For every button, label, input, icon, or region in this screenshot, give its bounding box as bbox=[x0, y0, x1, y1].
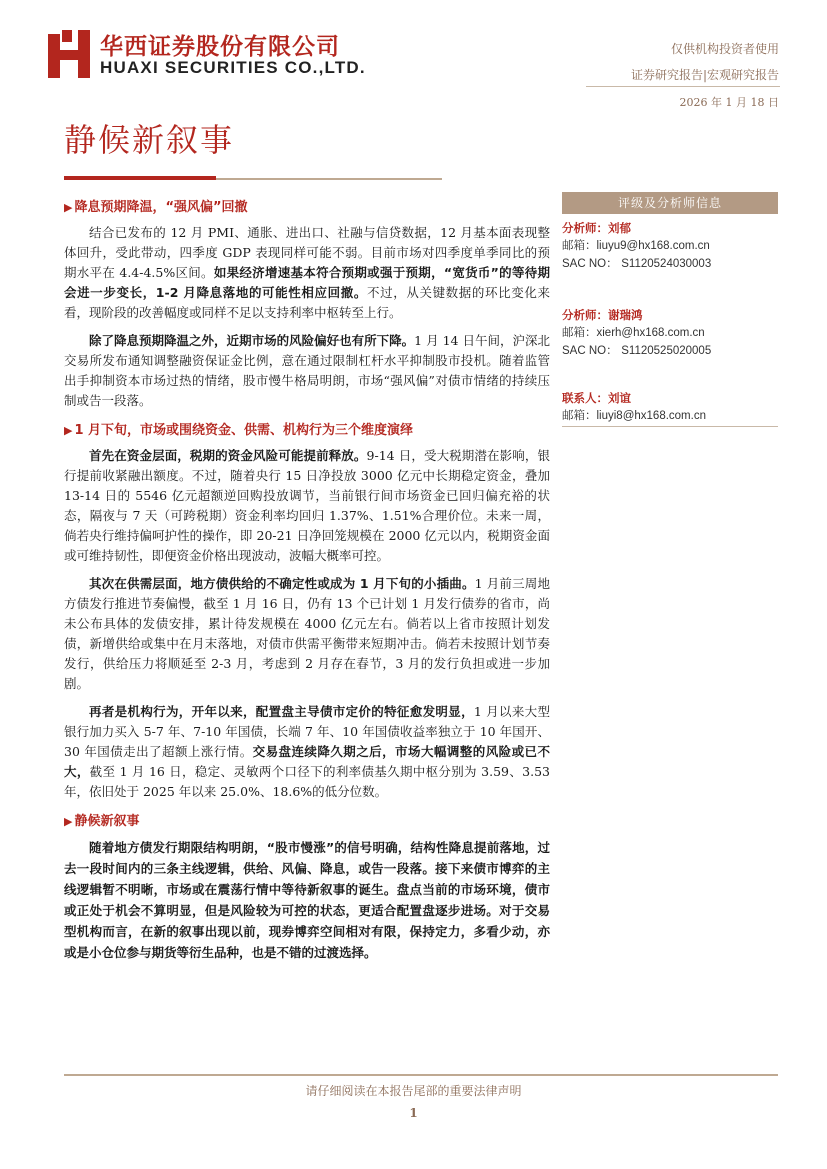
section-heading: ▶ 降息预期降温，“强风偏”回撤 bbox=[64, 200, 248, 215]
analyst-name: 分析师：谢瑞鸿 bbox=[562, 308, 643, 322]
sidebar-heading: 评级及分析师信息 bbox=[562, 192, 778, 214]
page-number: 1 bbox=[409, 1106, 418, 1120]
analyst-card bbox=[562, 220, 778, 273]
company-name-en: HUAXI SECURITIES CO.,LTD. bbox=[100, 58, 366, 77]
analyst-sac: S1120524030003 bbox=[621, 258, 712, 270]
report-date: 2026 年 1 月 18 日 bbox=[679, 96, 779, 109]
sac-label: SAC NO： bbox=[562, 258, 618, 270]
report-type: 证券研究报告|宏观研究报告 bbox=[630, 68, 779, 82]
analyst-sidebar bbox=[562, 192, 778, 425]
email-label: 邮箱： bbox=[562, 238, 597, 252]
paragraph: 首先在资金层面，税期的资金风险可能提前释放。9-14 日，受大税期潜在影响，银行提前收紧融出额度。不过，随着央行 15 日净投放 3000 亿元中长期稳定资金，叠加 13-14 日的 5546 亿元超额逆回购投放调节，当前银行间市场资金已回归偏充裕的状态，隔夜与 7 天（可跨税期）资金利率均回归 1.37%、1.51%合理价位。未来一周，倘若央行维持偏呵护性的操作，即 20-21 日净回笼规模在 2000 亿元以内，税期资金面或可维持韧性，即便资金价格出现波动，波幅大概率可控。 bbox=[64, 448, 550, 563]
email-label: 邮箱： bbox=[562, 325, 597, 339]
analyst-name: 分析师：刘郁 bbox=[562, 221, 631, 235]
section-heading: ▶ 1 月下旬，市场或围绕资金、供需、机构行为三个维度演绎 bbox=[64, 423, 414, 438]
section-heading: ▶ 静候新叙事 bbox=[64, 814, 140, 829]
analyst-email[interactable]: liuyu9@hx168.com.cn bbox=[596, 240, 710, 252]
title-rule-gray bbox=[216, 178, 442, 180]
triangle-bullet-icon: ▶ bbox=[64, 815, 73, 828]
contact-card bbox=[562, 390, 778, 425]
contact-email[interactable]: liuyi8@hx168.com.cn bbox=[596, 410, 706, 422]
company-logo-mark bbox=[48, 30, 90, 78]
title-rule-red bbox=[64, 176, 216, 180]
main-content bbox=[64, 190, 550, 971]
analyst-card bbox=[562, 307, 778, 360]
analyst-email[interactable]: xierh@hx168.com.cn bbox=[596, 327, 705, 339]
contact-name: 联系人：刘谊 bbox=[562, 391, 631, 405]
footer-divider bbox=[64, 1074, 778, 1076]
usage-note: 仅供机构投资者使用 bbox=[670, 42, 779, 56]
paragraph: 随着地方债发行期限结构明朗，“股市慢涨”的信号明确，结构性降息提前落地，过去一段时间内的三条主线逻辑，供给、风偏、降息，或告一段落。接下来债市博弈的主线逻辑暂不明晰，市场或在震荡行情中等待新叙事的诞生。盘点当前的市场环境，债市或正处于机会不算明显，但是风险较为可控的状态，更适合配置盘逐步进场。对于交易型机构而言，在新的叙事出现以前，现券博弈空间相对有限，保持定力，多看少动，亦或是小仓位参与期货等衍生品种，也是不错的过渡选择。 bbox=[64, 840, 550, 960]
analyst-sac: S1120525020005 bbox=[621, 345, 712, 357]
legal-notice: 请仔细阅读在本报告尾部的重要法律声明 bbox=[305, 1084, 522, 1098]
email-label: 邮箱： bbox=[562, 408, 597, 422]
paragraph: 再者是机构行为，开年以来，配置盘主导债市定价的特征愈发明显，1 月以来大型银行加力买入 5-7 年、7-10 年国债，长端 7 年、10 年国债收益率独立于 10 年国开、30 年国债走出了超额上涨行情。交易盘连续降久期之后，市场大幅调整的风险或已不大，截至 1 月 16 日，稳定、灵敏两个口径下的利率债基久期中枢分别为 3.59、3.53 年，依旧处于 2025 年以来 25.0%、18.6%的低分位数。 bbox=[64, 704, 550, 799]
paragraph: 除了降息预期降温之外，近期市场的风险偏好也有所下降。1 月 14 日午间，沪深北交易所发布通知调整融资保证金比例，意在通过限制杠杆水平抑制股市投机。随着监管出手抑制资本市场过热的情绪，股市慢牛格局明朗，市场“强风偏”对债市情绪的持续压制或告一段落。 bbox=[64, 333, 550, 408]
page-title: 静候新叙事 bbox=[64, 121, 235, 159]
company-name-cn: 华西证券股份有限公司 bbox=[100, 34, 340, 60]
paragraph: 其次在供需层面，地方债供给的不确定性或成为 1 月下旬的小插曲。1 月前三周地方债发行推进节奏偏慢，截至 1 月 16 日，仍有 13 个已计划 1 月发行债券的省市，尚未公布具体的发债安排，累计待发规模在 4000 亿元左右。倘若以上省市按照计划发债，新增供给或集中在月末落地，对债市供需平衡带来短期冲击。倘若未按照计划节奏发行，供给压力将顺延至 2-3 月，考虑到 2 月存在春节，3 月的发行负担或进一步加剧。 bbox=[64, 576, 550, 691]
sidebar-divider bbox=[562, 426, 778, 427]
triangle-bullet-icon: ▶ bbox=[64, 424, 73, 437]
paragraph: 结合已发布的 12 月 PMI、通胀、进出口、社融与信贷数据，12 月基本面表现整体回升，受此带动，四季度 GDP 表现同样可能不弱。目前市场对四季度单季同比的预期水平在 4.4-4.5%区间。如果经济增速基本符合预期或强于预期，“宽货币”的等待期会进一步变长，1-2 月降息落地的可能性相应回撤。不过，从关键数据的环比变化来看，现阶段的改善幅度或同样不足以支持利率中枢转至上行。 bbox=[64, 225, 550, 320]
triangle-bullet-icon: ▶ bbox=[64, 201, 73, 214]
sac-label: SAC NO： bbox=[562, 345, 618, 357]
header-divider bbox=[586, 86, 780, 87]
